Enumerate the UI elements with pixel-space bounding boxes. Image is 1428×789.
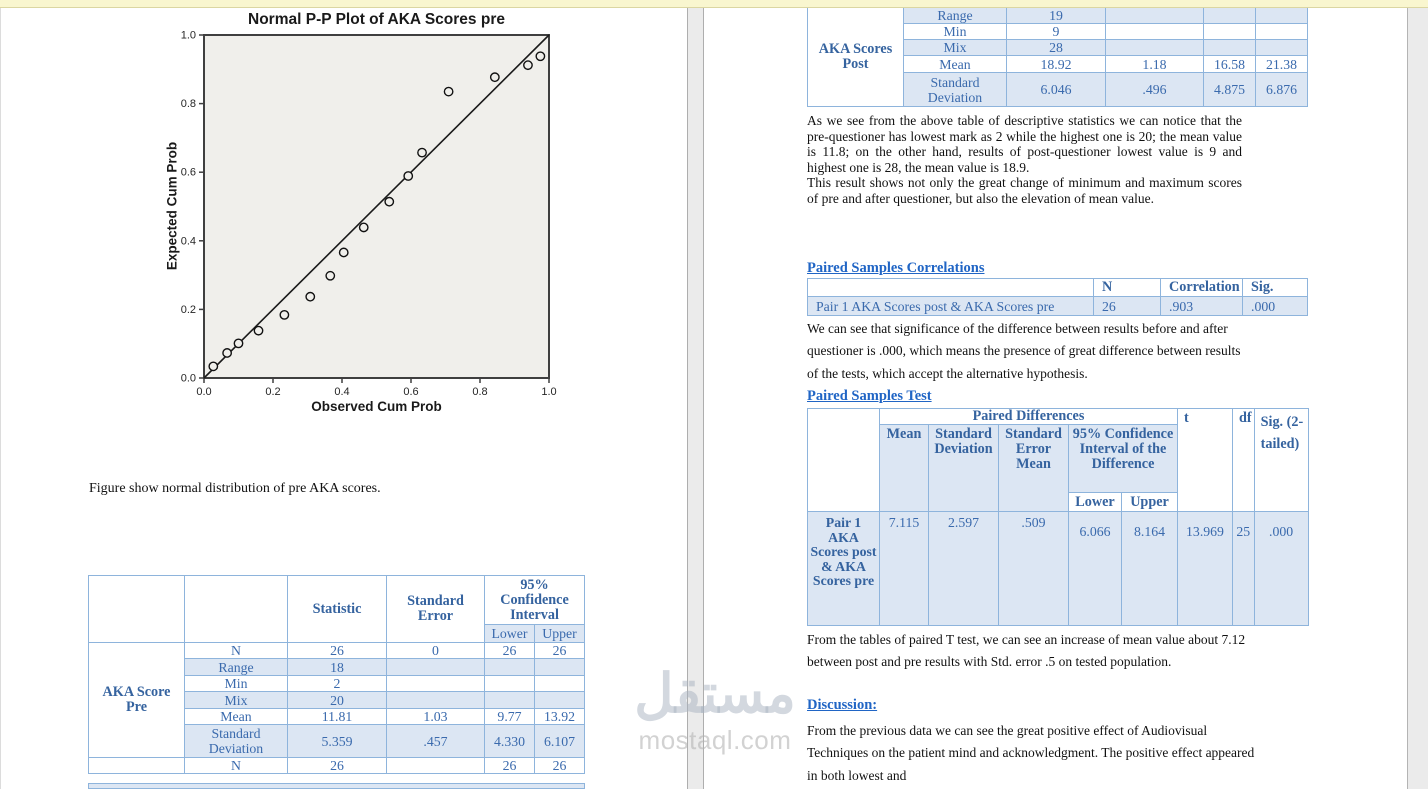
cell-blank xyxy=(89,576,185,643)
cell: 1.18 xyxy=(1106,56,1204,73)
table-row-n2 xyxy=(89,758,585,774)
cell: 18 xyxy=(288,659,387,676)
cell xyxy=(387,692,485,709)
cell: 4.330 xyxy=(485,725,535,758)
window-gutter xyxy=(1407,0,1428,789)
svg-text:1.0: 1.0 xyxy=(541,386,557,398)
cell: 11.81 xyxy=(288,709,387,725)
cell xyxy=(535,676,585,692)
paragraph-descriptive-2: This result shows not only the great change of minimum and maximum scores of pre and after questioner, but also the elevation of mean value. xyxy=(807,175,1242,206)
stat-name: Min xyxy=(904,24,1007,40)
cell-df: 25 xyxy=(1233,512,1255,626)
cell-blank xyxy=(89,758,185,774)
cell xyxy=(485,692,535,709)
paragraph-correlations: We can see that significance of the difference between results before and after questioner is .000, which means the presence of great difference between results of the tests, which accept the alternative hypothesis. xyxy=(807,321,1241,381)
cell xyxy=(485,659,535,676)
cell-upper: 8.164 xyxy=(1122,512,1178,626)
cell-sig: .000 xyxy=(1254,512,1308,626)
top-highlight-bar xyxy=(0,0,1428,8)
stat-name: Mean xyxy=(904,56,1007,73)
cell: .496 xyxy=(1106,73,1204,107)
header-t: t xyxy=(1178,409,1233,512)
cell xyxy=(1106,24,1204,40)
svg-text:0.4: 0.4 xyxy=(180,235,196,248)
cell xyxy=(1204,8,1256,24)
cell: .000 xyxy=(1243,297,1308,316)
table-row-n xyxy=(89,643,585,659)
stat-name: Mix xyxy=(185,692,288,709)
cell: 6.876 xyxy=(1256,73,1308,107)
cell xyxy=(1204,24,1256,40)
cell xyxy=(1106,8,1204,24)
document-page-left[interactable] xyxy=(0,0,688,789)
paired-test-table xyxy=(807,408,1309,626)
cell: 28 xyxy=(1007,40,1106,56)
correlations-table xyxy=(807,278,1308,316)
svg-text:0.8: 0.8 xyxy=(180,98,196,111)
pt-data-row xyxy=(808,512,1309,626)
header-df: df xyxy=(1233,409,1255,512)
cell xyxy=(387,676,485,692)
cell: 0 xyxy=(387,643,485,659)
cell: 2 xyxy=(288,676,387,692)
header-paired-differences: Paired Differences xyxy=(880,409,1178,425)
header-sig-2-tailed: Sig. (2-tailed) xyxy=(1254,409,1308,512)
header-confidence-interval: 95% Confidence Interval xyxy=(485,576,585,625)
stat-name: Range xyxy=(904,8,1007,24)
discussion-heading: Discussion: xyxy=(807,697,878,713)
cell: 26 xyxy=(485,758,535,774)
cell-blank xyxy=(185,576,288,643)
page-divider xyxy=(687,0,704,789)
group-label-pre: AKA Score Pre xyxy=(89,643,185,758)
post-stats-table xyxy=(807,7,1308,107)
correlations-header-row xyxy=(808,279,1308,297)
header-lower: Lower xyxy=(1069,493,1122,512)
document-page-right[interactable] xyxy=(704,0,1407,789)
cell: .903 xyxy=(1161,297,1243,316)
svg-text:0.6: 0.6 xyxy=(403,386,419,398)
paragraph-discussion: From the previous data we can see the great positive effect of Audiovisual Techniques on the patient mind and acknowledgment. The positive effect appeared in both lowest and xyxy=(807,723,1255,783)
svg-text:0.6: 0.6 xyxy=(180,166,196,179)
cell: 26 xyxy=(485,643,535,659)
next-table-top-edge xyxy=(88,783,585,789)
cell: 6.107 xyxy=(535,725,585,758)
cell xyxy=(387,758,485,774)
cell-std-error-mean: .509 xyxy=(999,512,1069,626)
paired-test-heading: Paired Samples Test xyxy=(807,388,932,404)
header-standard-error: Standard Error xyxy=(387,576,485,643)
cell: 20 xyxy=(288,692,387,709)
svg-text:0.4: 0.4 xyxy=(334,386,350,398)
group-label-post: AKA Scores Post xyxy=(808,8,904,107)
header-lower: Lower xyxy=(485,625,535,643)
cell xyxy=(485,676,535,692)
correlations-data-row xyxy=(808,297,1308,316)
y-axis-label: Expected Cum Prob xyxy=(164,141,180,271)
cell xyxy=(387,659,485,676)
svg-text:0.2: 0.2 xyxy=(180,303,196,316)
cell: 19 xyxy=(1007,8,1106,24)
header-sig: Sig. xyxy=(1243,279,1308,297)
cell: 13.92 xyxy=(535,709,585,725)
cell-std-deviation: 2.597 xyxy=(929,512,999,626)
pair-label: Pair 1 AKA Scores post & AKA Scores pre xyxy=(808,512,880,626)
svg-text:0.0: 0.0 xyxy=(180,372,196,385)
chart-title: Normal P-P Plot of AKA Scores pre xyxy=(248,11,505,28)
cell: 5.359 xyxy=(288,725,387,758)
svg-text:0.2: 0.2 xyxy=(265,386,281,398)
svg-text:1.0: 1.0 xyxy=(180,29,196,42)
pt-header-row1 xyxy=(808,409,1309,425)
pre-header-row xyxy=(89,576,585,625)
stat-name: Min xyxy=(185,676,288,692)
stat-name: Standard Deviation xyxy=(185,725,288,758)
cell xyxy=(1256,8,1308,24)
stat-name: Range xyxy=(185,659,288,676)
header-ci-difference: 95% Confidence Interval of the Difference xyxy=(1069,425,1178,493)
header-mean: Mean xyxy=(880,425,929,512)
paragraph-descriptive xyxy=(807,113,1242,207)
pre-stats-table xyxy=(88,575,585,774)
watermark-arabic-text: مستقل xyxy=(634,664,796,724)
cell: .457 xyxy=(387,725,485,758)
header-statistic: Statistic xyxy=(288,576,387,643)
cell xyxy=(535,659,585,676)
x-axis-label: Observed Cum Prob xyxy=(311,399,442,414)
svg-text:0.0: 0.0 xyxy=(196,386,212,398)
header-std-error-mean: Standard Error Mean xyxy=(999,425,1069,512)
cell: 18.92 xyxy=(1007,56,1106,73)
paragraph-ttest: From the tables of paired T test, we can see an increase of mean value about 7.12 between post and pre results with Std. error .5 on tested population. xyxy=(807,632,1246,670)
header-std-deviation: Standard Deviation xyxy=(929,425,999,512)
header-correlation: Correlation xyxy=(1161,279,1243,297)
cell: 26 xyxy=(288,643,387,659)
stat-name: N xyxy=(185,643,288,659)
cell: 4.875 xyxy=(1204,73,1256,107)
cell: 6.046 xyxy=(1007,73,1106,107)
header-upper: Upper xyxy=(535,625,585,643)
correlations-heading: Paired Samples Correlations xyxy=(807,260,985,276)
header-upper: Upper xyxy=(1122,493,1178,512)
cell: 26 xyxy=(535,643,585,659)
cell: 9 xyxy=(1007,24,1106,40)
stat-name: Mean xyxy=(185,709,288,725)
stat-name: N xyxy=(185,758,288,774)
cell xyxy=(1256,24,1308,40)
cell: 9.77 xyxy=(485,709,535,725)
cell: 26 xyxy=(1094,297,1161,316)
cell xyxy=(1204,40,1256,56)
cell: 1.03 xyxy=(387,709,485,725)
cell-lower: 6.066 xyxy=(1069,512,1122,626)
cell xyxy=(1106,40,1204,56)
cell: 26 xyxy=(535,758,585,774)
cell xyxy=(535,692,585,709)
header-n: N xyxy=(1094,279,1161,297)
cell: 26 xyxy=(288,758,387,774)
cell-blank xyxy=(808,409,880,512)
cell-t: 13.969 xyxy=(1178,512,1233,626)
figure-caption: Figure show normal distribution of pre AKA scores. xyxy=(89,481,381,496)
table-row-range xyxy=(808,8,1308,24)
stat-name: Standard Deviation xyxy=(904,73,1007,107)
cell xyxy=(1256,40,1308,56)
paragraph-descriptive-1: As we see from the above table of descriptive statistics we can notice that the pre-questioner has lowest mark as 2 while the highest one is 20; the mean value is 11.8; on the other hand, results of post-questioner lowest value is 9 and highest one is 28, the mean value is 18.9. xyxy=(807,113,1242,175)
cell: 16.58 xyxy=(1204,56,1256,73)
cell-blank xyxy=(808,279,1094,297)
pp-plot-figure xyxy=(1,0,688,470)
cell-mean: 7.115 xyxy=(880,512,929,626)
cell: 21.38 xyxy=(1256,56,1308,73)
svg-text:0.8: 0.8 xyxy=(472,386,488,398)
watermark-site-text: mostaql.com xyxy=(638,725,792,755)
stat-name: Mix xyxy=(904,40,1007,56)
pair-label: Pair 1 AKA Scores post & AKA Scores pre xyxy=(808,297,1094,316)
